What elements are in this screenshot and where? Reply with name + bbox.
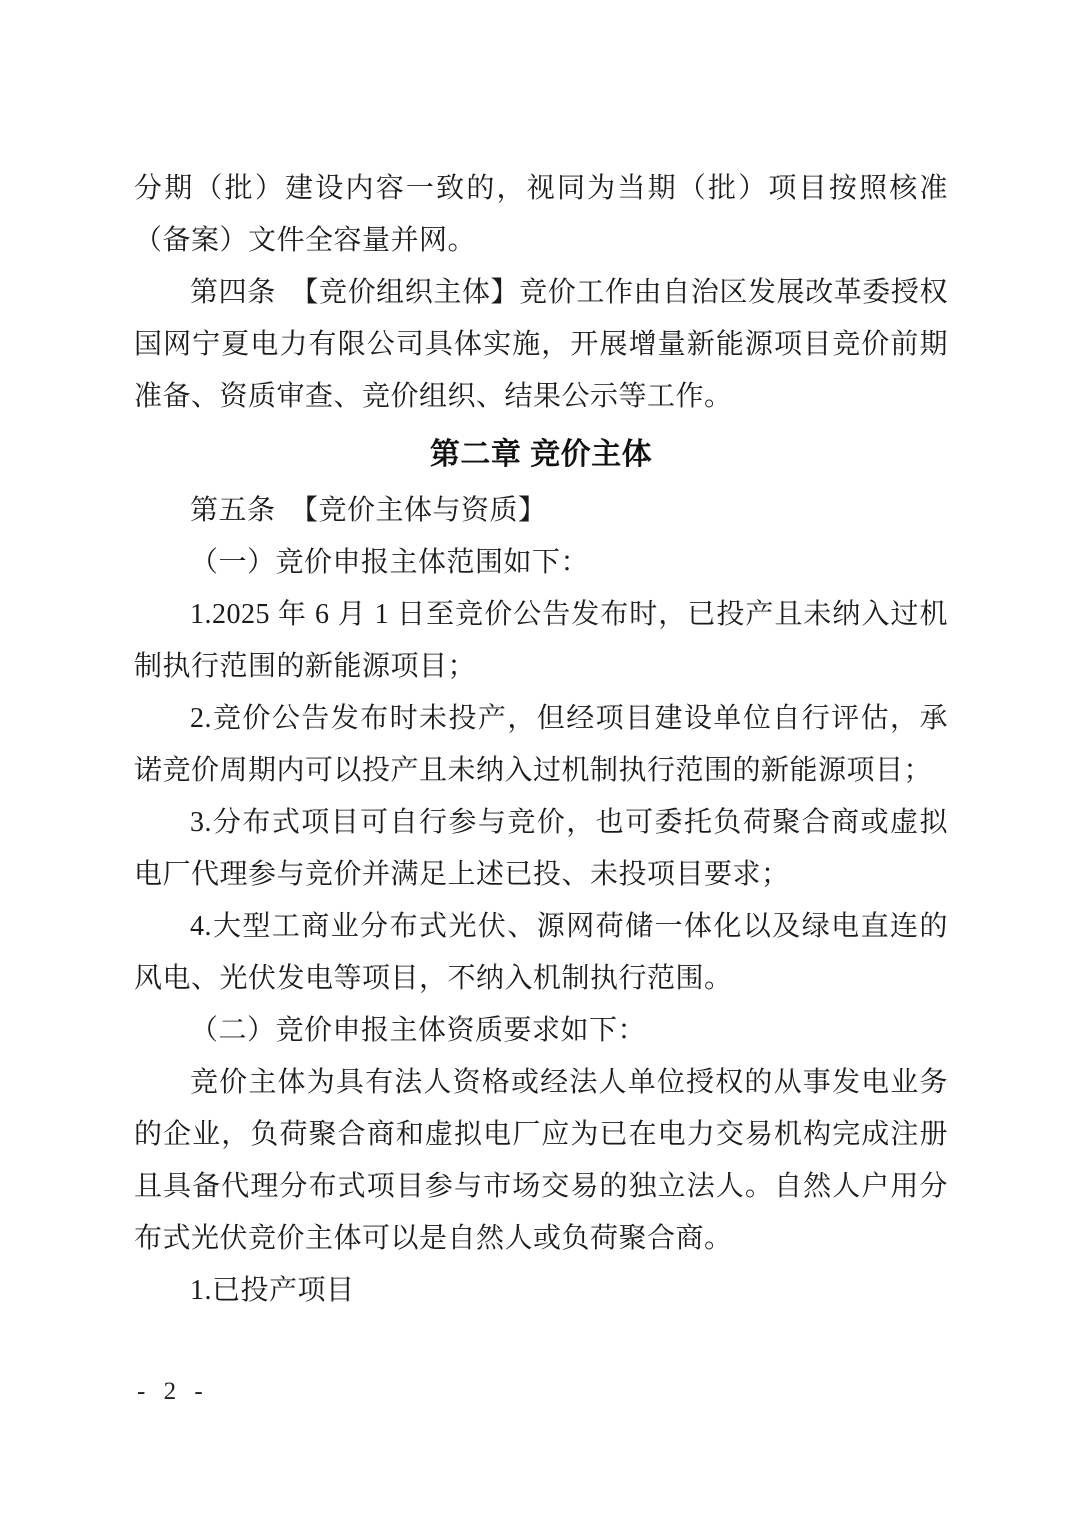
chapter-2-heading: 第二章 竞价主体 <box>429 438 653 471</box>
paragraph-qualification: 竞价主体为具有法人资格或经法人单位授权的从事发电业务的企业，负荷聚合商和虚拟电厂应为已在电力交易机构完成注册且具备代理分布式项目参与市场交易的独立法人。自然人户用分布式光伏竞价主体可以是自然人或负荷聚合商。 <box>134 1067 948 1254</box>
paragraph-point-2: 2.竞价公告发布时未投产，但经项目建设单位自行评估，承诺竞价周期内可以投产且未纳入过机制执行范围的新能源项目； <box>134 703 948 786</box>
document-body <box>134 163 948 1317</box>
paragraph-item-1-header: （一）竞价申报主体范围如下： <box>190 547 590 578</box>
paragraph-point-1: 1.2025 年 6 月 1 日至竞价公告发布时，已投产且未纳入过机制执行范围的新能源项目； <box>134 599 948 682</box>
paragraph-point-3: 3.分布式项目可自行参与竞价，也可委托负荷聚合商或虚拟电厂代理参与竞价并满足上述已投、未投项目要求； <box>134 807 948 890</box>
paragraph-produced-header: 1.已投产项目 <box>190 1275 355 1306</box>
paragraph-article-4: 第四条 【竞价组织主体】竞价工作由自治区发展改革委授权国网宁夏电力有限公司具体实施，开展增量新能源项目竞价前期准备、资质审查、竞价组织、结果公示等工作。 <box>134 277 948 412</box>
page-number: - 2 - <box>137 1378 209 1405</box>
paragraph-article-5: 第五条 【竞价主体与资质】 <box>190 495 547 526</box>
paragraph-point-4: 4.大型工商业分布式光伏、源网荷储一体化以及绿电直连的风电、光伏发电等项目，不纳入机制执行范围。 <box>134 911 948 994</box>
paragraph-item-2-header: （二）竞价申报主体资质要求如下： <box>190 1015 647 1046</box>
paragraph-carryover: 分期（批）建设内容一致的，视同为当期（批）项目按照核准（备案）文件全容量并网。 <box>134 173 948 256</box>
